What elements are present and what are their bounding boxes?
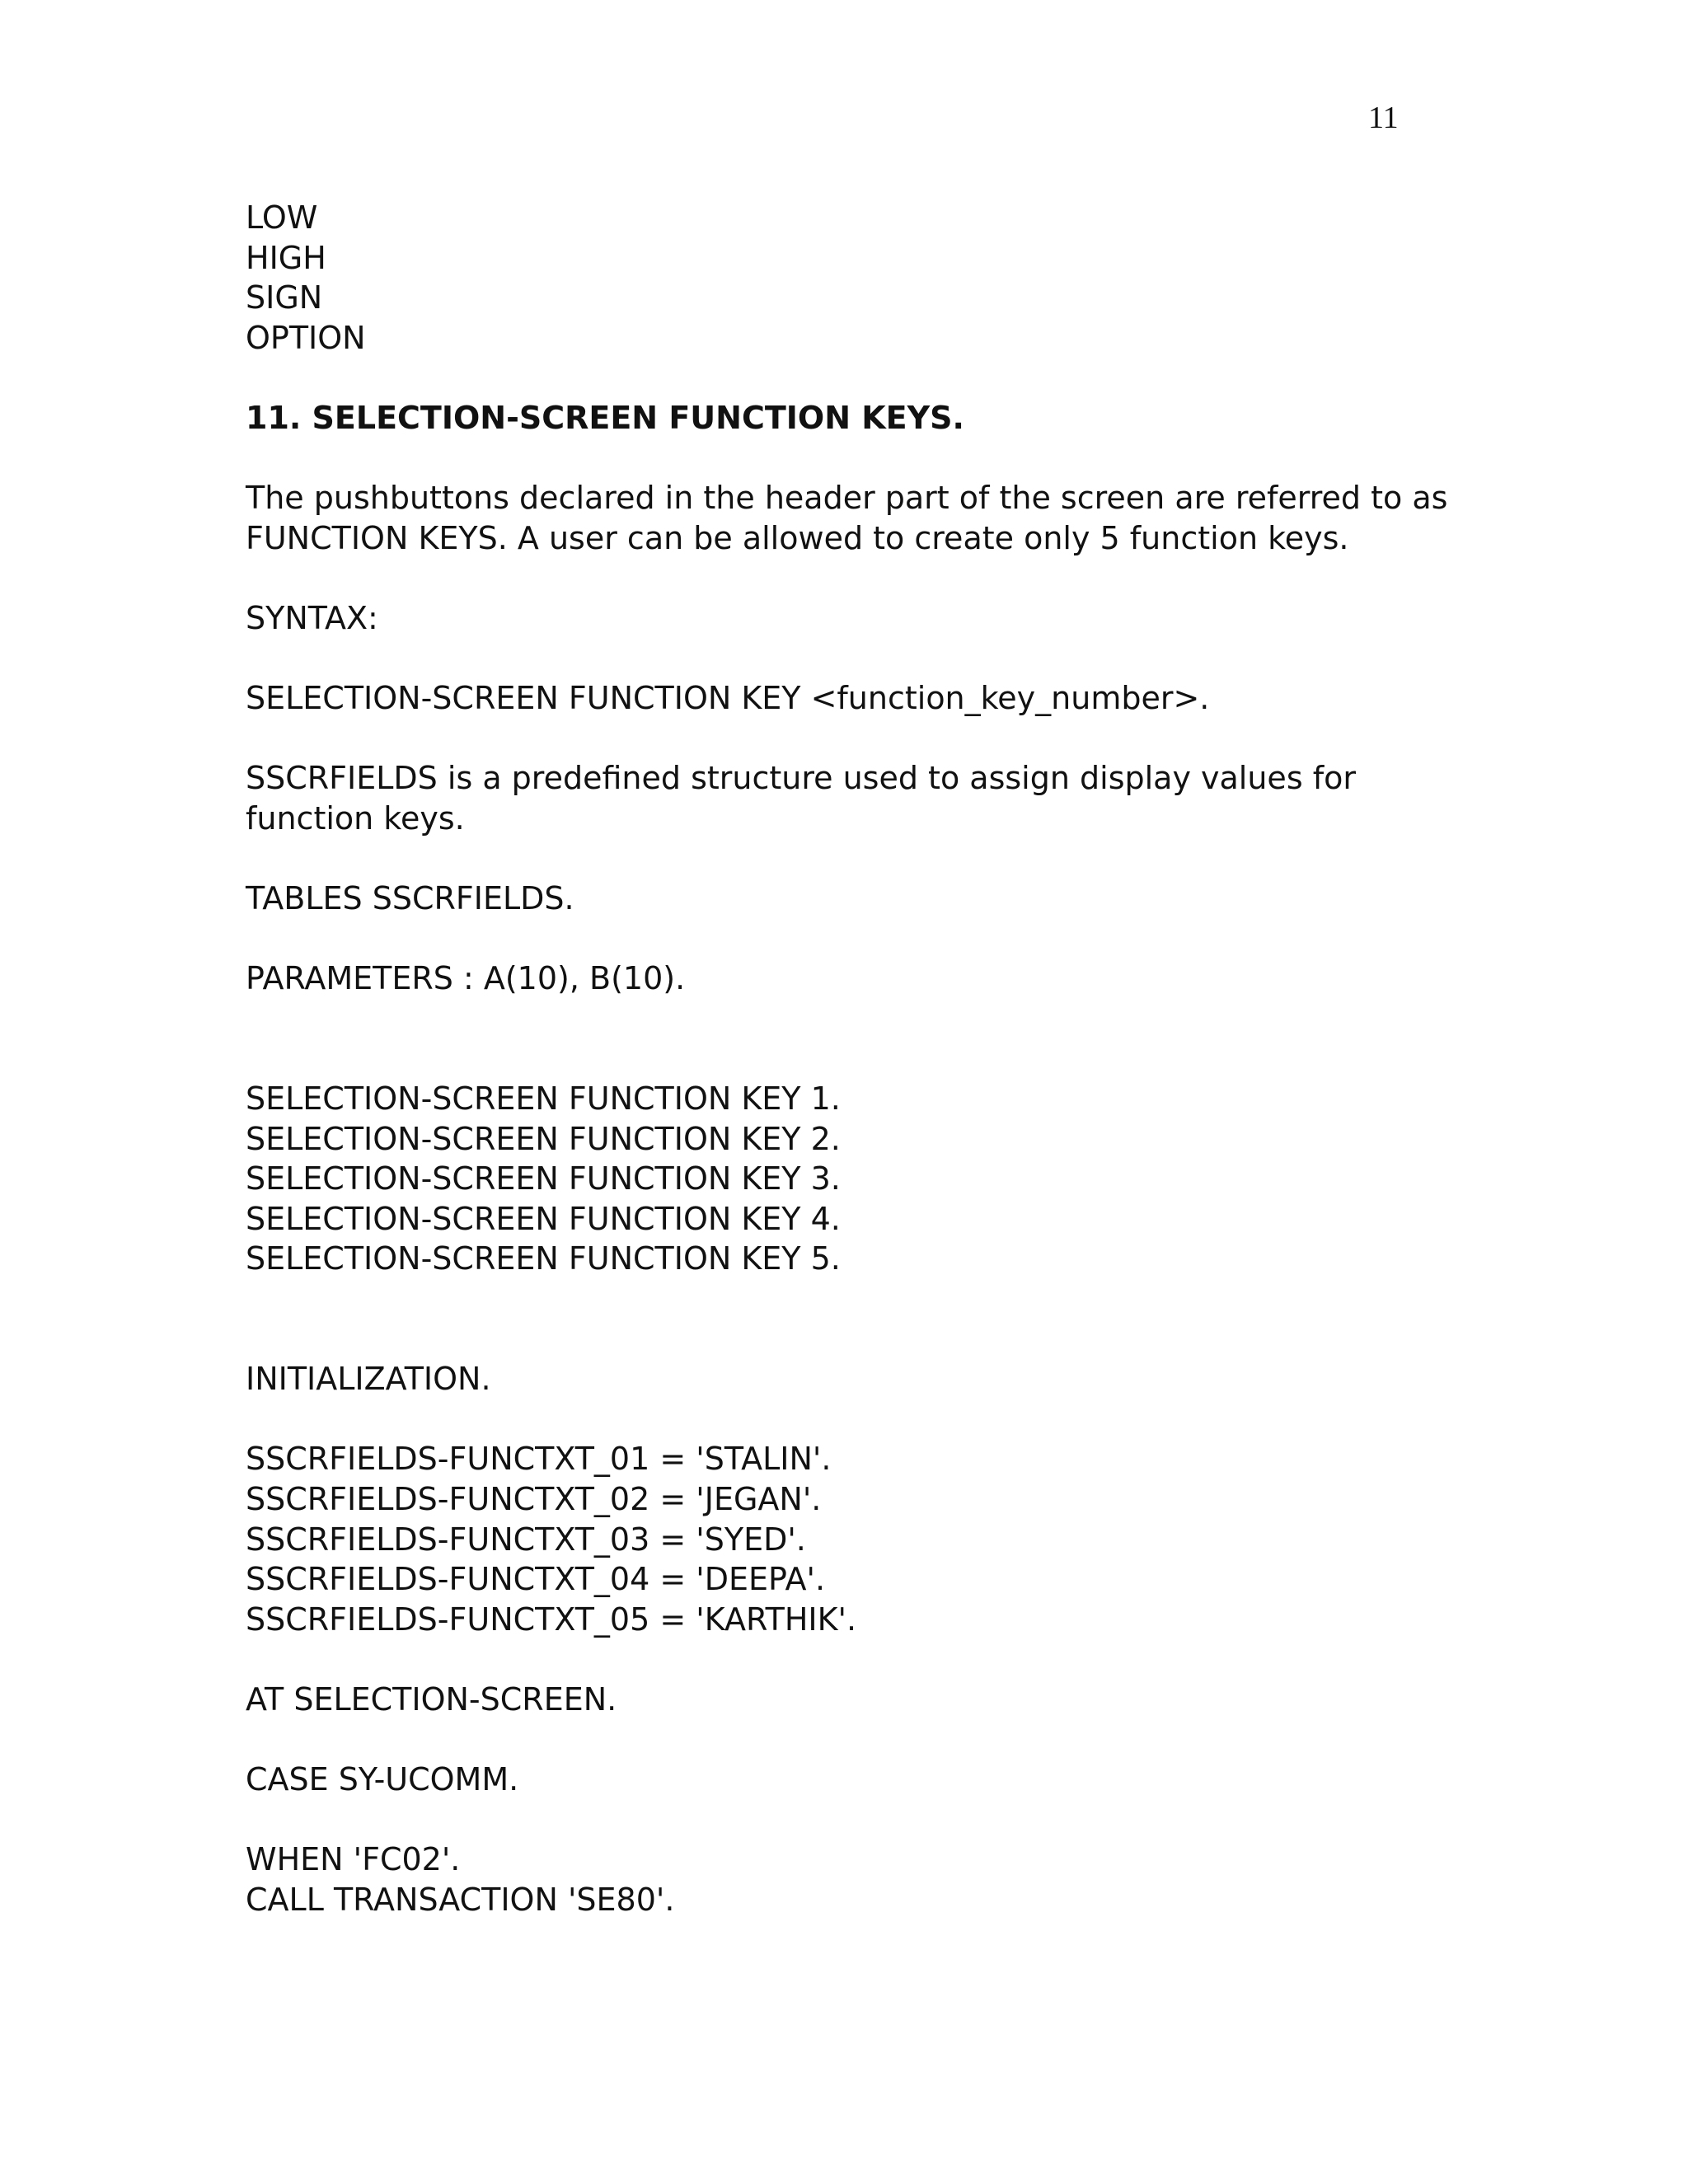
function-key-statements (246, 1079, 1531, 1279)
functxt-assignment: SSCRFIELDS-FUNCTXT_02 = 'JEGAN'. (246, 1481, 822, 1517)
intro-line: The pushbuttons declared in the header part of the screen are referred to as (246, 480, 1448, 517)
document-body (246, 198, 1531, 1920)
syntax-label: SYNTAX: (246, 599, 378, 636)
function-key-statement: SELECTION-SCREEN FUNCTION KEY 1. (246, 1080, 841, 1118)
description-line: function keys. (246, 799, 465, 837)
section-heading: 11. SELECTION-SCREEN FUNCTION KEYS. (246, 399, 964, 436)
sscrfields-description (246, 758, 1531, 838)
syntax-statement: SELECTION-SCREEN FUNCTION KEY <function_key_number>. (246, 680, 1210, 717)
tables-statement: TABLES SSCRFIELDS. (246, 880, 574, 917)
functxt-assignment: SSCRFIELDS-FUNCTXT_05 = 'KARTHIK'. (246, 1601, 857, 1638)
functxt-assignment: SSCRFIELDS-FUNCTXT_04 = 'DEEPA'. (246, 1561, 826, 1598)
functxt-assignments (246, 1439, 1531, 1639)
range-field-low: LOW (246, 199, 318, 236)
function-key-statement: SELECTION-SCREEN FUNCTION KEY 2. (246, 1120, 841, 1157)
page-number: 11 (1368, 101, 1399, 135)
intro-paragraph (246, 478, 1531, 558)
parameters-statement: PARAMETERS : A(10), B(10). (246, 960, 686, 997)
at-selection-screen-statement: AT SELECTION-SCREEN. (246, 1680, 617, 1718)
call-transaction-statement: CALL TRANSACTION 'SE80'. (246, 1881, 675, 1918)
when-statement: WHEN 'FC02'. (246, 1841, 461, 1878)
intro-line: FUNCTION KEYS. A user can be allowed to create only 5 function keys. (246, 519, 1349, 556)
functxt-assignment: SSCRFIELDS-FUNCTXT_01 = 'STALIN'. (246, 1441, 832, 1478)
case-statement: CASE SY-UCOMM. (246, 1761, 519, 1798)
range-field-high: HIGH (246, 239, 326, 276)
function-key-statement: SELECTION-SCREEN FUNCTION KEY 4. (246, 1200, 841, 1237)
initialization-statement: INITIALIZATION. (246, 1361, 491, 1398)
range-field-list (246, 198, 1531, 358)
function-key-statement: SELECTION-SCREEN FUNCTION KEY 5. (246, 1240, 841, 1277)
function-key-statement: SELECTION-SCREEN FUNCTION KEY 3. (246, 1160, 841, 1197)
range-field-option: OPTION (246, 319, 366, 356)
description-line: SSCRFIELDS is a predefined structure used to assign display values for (246, 760, 1356, 797)
functxt-assignment: SSCRFIELDS-FUNCTXT_03 = 'SYED'. (246, 1521, 806, 1558)
range-field-sign: SIGN (246, 279, 323, 316)
